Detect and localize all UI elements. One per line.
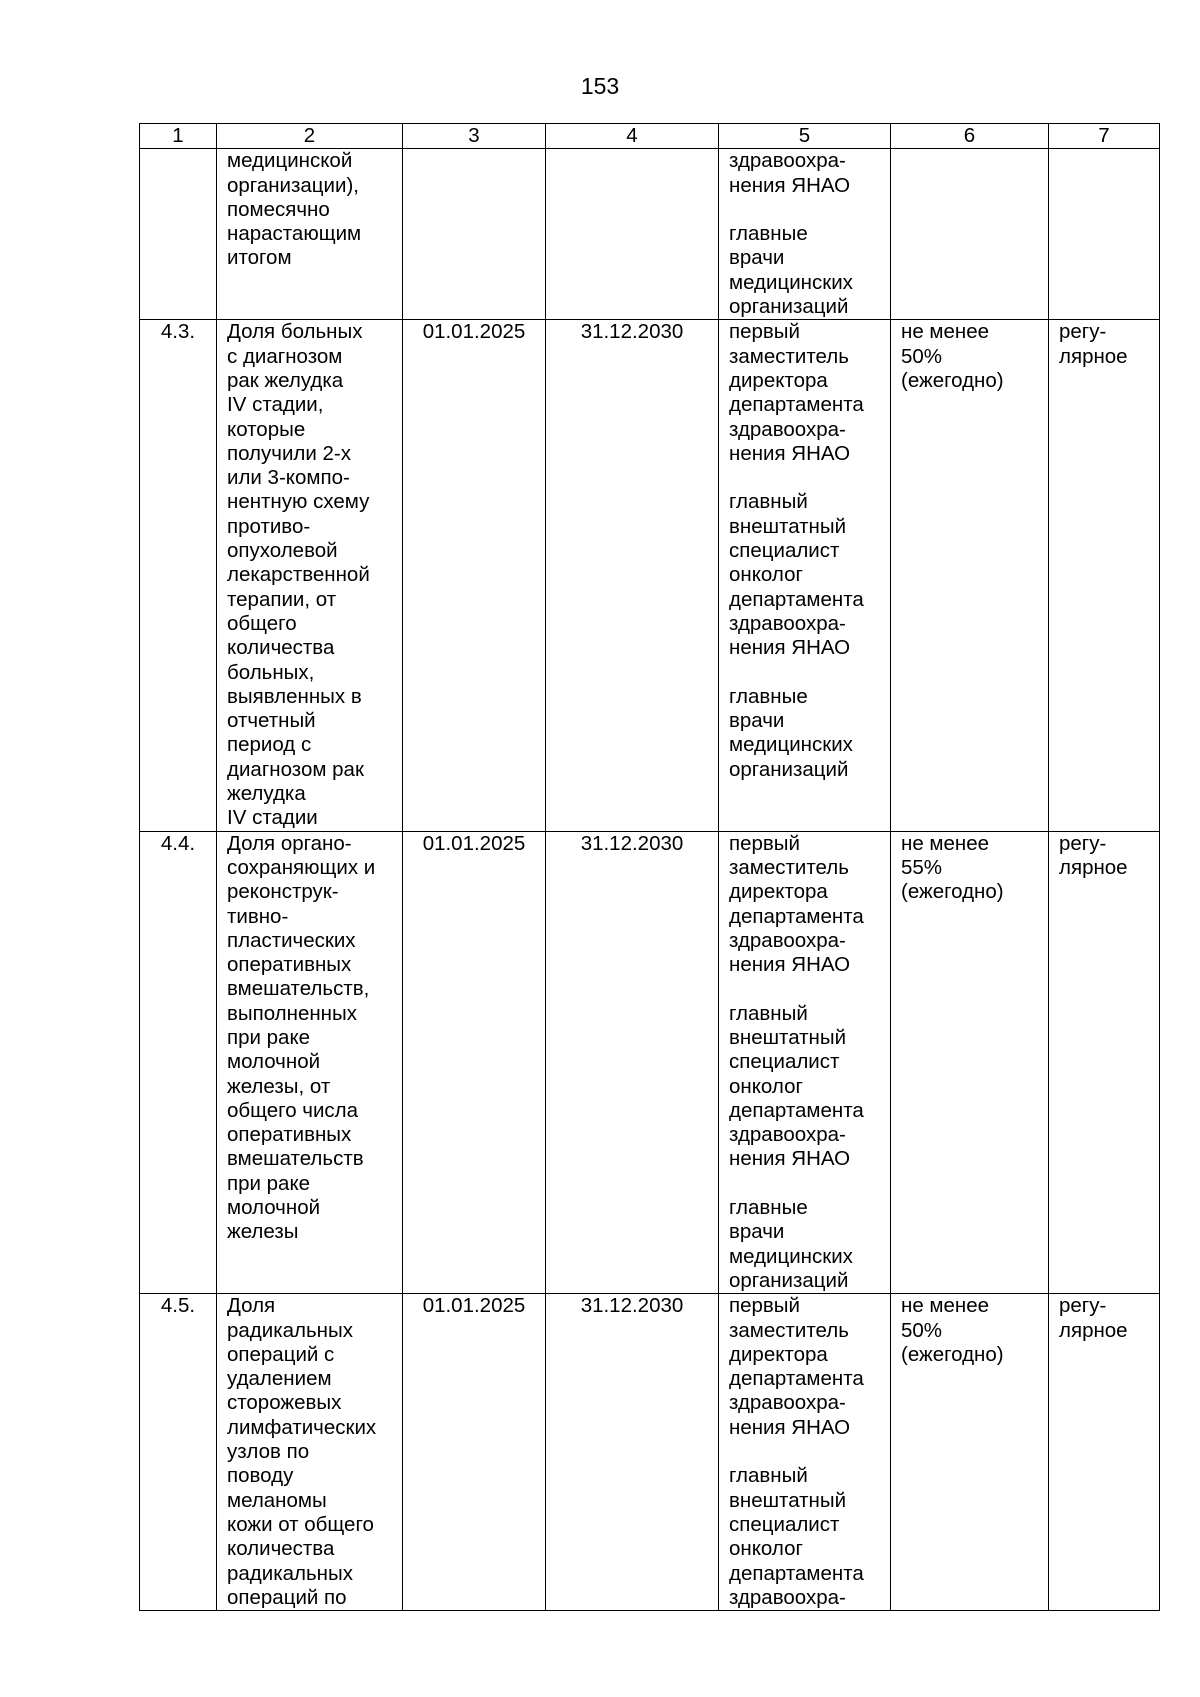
cell-text-line: с диагнозом <box>227 344 343 368</box>
cell-text-line: общего <box>227 611 297 635</box>
cell-text-line: департамента <box>729 1561 864 1585</box>
start-date: 01.01.2025 <box>422 831 526 855</box>
cell-text-line: поводу <box>227 1464 294 1488</box>
cell-text-line: диагнозом рак <box>227 757 364 781</box>
start-date-cell <box>403 149 546 320</box>
cell-text-line: лярное <box>1059 855 1128 879</box>
cell-text-line: главный <box>729 490 808 514</box>
cell-text-line: регу- <box>1059 320 1107 344</box>
end-date: 31.12.2030 <box>580 831 684 855</box>
cell-text-line: (ежегодно) <box>901 368 1004 392</box>
cell-text-line: оперативных <box>227 1123 352 1147</box>
indicator-type-cell <box>1049 320 1160 831</box>
cell-text-line: которые <box>227 417 306 441</box>
cell-text-line: департамента <box>729 587 864 611</box>
start-date: 01.01.2025 <box>422 320 526 344</box>
cell-text-line: железы, от <box>227 1074 331 1098</box>
row-number: 4.3. <box>160 320 196 344</box>
cell-text-line: лекарственной <box>227 563 370 587</box>
indicator-type-cell <box>1049 149 1160 320</box>
cell-text-line: молочной <box>227 1050 321 1074</box>
cell-text-line: здравоохра- <box>729 1123 846 1147</box>
cell-text-line: медицинских <box>729 270 853 294</box>
target-value-cell <box>891 831 1049 1294</box>
cell-text-line: первый <box>729 831 800 855</box>
cell-text-line: железы <box>227 1220 299 1244</box>
header-cell: 5 <box>719 124 891 149</box>
cell-text-line: департамента <box>729 1367 864 1391</box>
header-cell: 7 <box>1049 124 1160 149</box>
cell-text-line: молочной <box>227 1196 321 1220</box>
cell-text-line: при раке <box>227 1171 311 1195</box>
row-number-cell <box>140 831 217 1294</box>
cell-text-line: Доля <box>227 1294 276 1318</box>
cell-text-line: не менее <box>901 1294 990 1318</box>
measures-table <box>139 123 1160 1611</box>
table-header-row <box>140 124 1160 149</box>
cell-text-line: главные <box>729 222 808 246</box>
cell-text-line: здравоохра- <box>729 1585 846 1609</box>
start-date-cell <box>403 320 546 831</box>
cell-text-line: медицинских <box>729 1244 853 1268</box>
cell-text-line: главные <box>729 684 808 708</box>
cell-text-line: (ежегодно) <box>901 1342 1004 1366</box>
cell-text-line: специалист <box>729 1512 840 1536</box>
cell-text-line: специалист <box>729 539 840 563</box>
paragraph-gap <box>729 198 882 222</box>
cell-text-line: специалист <box>729 1050 840 1074</box>
header-cell: 3 <box>403 124 546 149</box>
cell-text-line: пластических <box>227 928 356 952</box>
cell-text-line: заместитель <box>729 1318 849 1342</box>
cell-text-line: радикальных <box>227 1561 353 1585</box>
end-date-cell <box>546 320 719 831</box>
cell-text-line: (ежегодно) <box>901 880 1004 904</box>
cell-text-line: меланомы <box>227 1488 327 1512</box>
cell-text-line: главный <box>729 1001 808 1025</box>
cell-text-line: организаций <box>729 1268 849 1292</box>
cell-text-line: получили 2-х <box>227 441 351 465</box>
cell-text-line: департамента <box>729 1098 864 1122</box>
cell-text-line: или 3-компо- <box>227 466 350 490</box>
cell-text-line: удалением <box>227 1367 332 1391</box>
responsible-cell <box>719 149 891 320</box>
paragraph-gap <box>729 977 882 1001</box>
cell-text-line: операций по <box>227 1585 347 1609</box>
table-row <box>140 149 1160 320</box>
cell-text-line: нения ЯНАО <box>729 173 851 197</box>
cell-text-line: лярное <box>1059 1318 1128 1342</box>
cell-text-line: помесячно <box>227 197 330 221</box>
cell-text-line: внештатный <box>729 1025 847 1049</box>
cell-text-line: нентную схему <box>227 490 370 514</box>
cell-text-line: организаций <box>729 757 849 781</box>
table-row <box>140 1294 1160 1611</box>
cell-text-line: первый <box>729 320 800 344</box>
start-date-cell <box>403 1294 546 1611</box>
cell-text-line: онколог <box>729 563 803 587</box>
cell-text-line: заместитель <box>729 344 849 368</box>
cell-text-line: здравоохра- <box>729 928 846 952</box>
cell-text-line: противо- <box>227 514 311 538</box>
cell-text-line: регу- <box>1059 831 1107 855</box>
row-number-cell <box>140 1294 217 1611</box>
cell-text-line: терапии, от <box>227 587 337 611</box>
row-number-cell <box>140 320 217 831</box>
indicator-text-cell <box>217 1294 403 1611</box>
cell-text-line: врачи <box>729 246 785 270</box>
cell-text-line: Доля органо- <box>227 831 352 855</box>
start-date: 01.01.2025 <box>422 1294 526 1318</box>
cell-text-line: общего числа <box>227 1098 359 1122</box>
cell-text-line: департамента <box>729 904 864 928</box>
header-cell: 1 <box>140 124 217 149</box>
cell-text-line: здравоохра- <box>729 149 846 173</box>
target-value-cell <box>891 320 1049 831</box>
cell-text-line: организации), <box>227 173 359 197</box>
page-number: 153 <box>580 73 620 99</box>
header-cell: 6 <box>891 124 1049 149</box>
table-row <box>140 320 1160 831</box>
responsible-cell <box>719 1294 891 1611</box>
paragraph-gap <box>729 661 882 685</box>
cell-text-line: 55% <box>901 855 943 879</box>
cell-text-line: медицинских <box>729 733 853 757</box>
cell-text-line: больных, <box>227 660 315 684</box>
cell-text-line: здравоохра- <box>729 417 846 441</box>
cell-text-line: желудка <box>227 782 306 806</box>
responsible-cell <box>719 320 891 831</box>
cell-text-line: тивно- <box>227 904 289 928</box>
cell-text-line: период с <box>227 733 312 757</box>
responsible-cell <box>719 831 891 1294</box>
target-value-cell <box>891 149 1049 320</box>
cell-text-line: реконструк- <box>227 880 339 904</box>
cell-text-line: узлов по <box>227 1440 310 1464</box>
cell-text-line: лимфатических <box>227 1415 377 1439</box>
row-number: 4.4. <box>160 831 196 855</box>
indicator-text-cell <box>217 831 403 1294</box>
cell-text-line: лярное <box>1059 344 1128 368</box>
cell-text-line: сохраняющих и <box>227 855 376 879</box>
cell-text-line: рак желудка <box>227 368 344 392</box>
cell-text-line: выявленных в <box>227 684 362 708</box>
cell-text-line: департамента <box>729 393 864 417</box>
end-date-cell <box>546 149 719 320</box>
cell-text-line: выполненных <box>227 1001 357 1025</box>
cell-text-line: Доля больных <box>227 320 363 344</box>
cell-text-line: не менее <box>901 320 990 344</box>
paragraph-gap <box>729 466 882 490</box>
cell-text-line: здравоохра- <box>729 611 846 635</box>
cell-text-line: внештатный <box>729 1488 847 1512</box>
cell-text-line: нения ЯНАО <box>729 953 851 977</box>
end-date-cell <box>546 1294 719 1611</box>
cell-text-line: главный <box>729 1464 808 1488</box>
header-cell: 2 <box>217 124 403 149</box>
cell-text-line: регу- <box>1059 1294 1107 1318</box>
cell-text-line: количества <box>227 1537 335 1561</box>
row-number-cell <box>140 149 217 320</box>
cell-text-line: 50% <box>901 344 943 368</box>
cell-text-line: внештатный <box>729 514 847 538</box>
cell-text-line: вмешательств, <box>227 977 370 1001</box>
start-date-cell <box>403 831 546 1294</box>
cell-text-line: первый <box>729 1294 800 1318</box>
cell-text-line: главные <box>729 1196 808 1220</box>
cell-text-line: опухолевой <box>227 539 338 563</box>
cell-text-line: операций с <box>227 1342 335 1366</box>
cell-text-line: медицинской <box>227 149 353 173</box>
end-date-cell <box>546 831 719 1294</box>
cell-text-line: при раке <box>227 1025 311 1049</box>
cell-text-line: директора <box>729 1342 828 1366</box>
cell-text-line: нения ЯНАО <box>729 441 851 465</box>
target-value-cell <box>891 1294 1049 1611</box>
cell-text-line: нения ЯНАО <box>729 1147 851 1171</box>
paragraph-gap <box>729 1440 882 1464</box>
cell-text-line: IV стадии, <box>227 393 324 417</box>
cell-text-line: сторожевых <box>227 1391 342 1415</box>
cell-text-line: количества <box>227 636 335 660</box>
cell-text-line: здравоохра- <box>729 1391 846 1415</box>
cell-text-line: 50% <box>901 1318 943 1342</box>
cell-text-line: кожи от общего <box>227 1512 374 1536</box>
indicator-text-cell <box>217 149 403 320</box>
indicator-type-cell <box>1049 1294 1160 1611</box>
cell-text-line: врачи <box>729 709 785 733</box>
table-row <box>140 831 1160 1294</box>
cell-text-line: нения ЯНАО <box>729 636 851 660</box>
header-cell: 4 <box>546 124 719 149</box>
cell-text-line: нения ЯНАО <box>729 1415 851 1439</box>
cell-text-line: отчетный <box>227 709 316 733</box>
cell-text-line: итогом <box>227 246 292 270</box>
cell-text-line: радикальных <box>227 1318 353 1342</box>
cell-text-line: не менее <box>901 831 990 855</box>
row-number: 4.5. <box>160 1294 196 1318</box>
cell-text-line: врачи <box>729 1220 785 1244</box>
cell-text-line: онколог <box>729 1074 803 1098</box>
indicator-type-cell <box>1049 831 1160 1294</box>
paragraph-gap <box>729 1172 882 1196</box>
cell-text-line: директора <box>729 880 828 904</box>
indicator-text-cell <box>217 320 403 831</box>
cell-text-line: организаций <box>729 295 849 319</box>
cell-text-line: оперативных <box>227 953 352 977</box>
cell-text-line: заместитель <box>729 855 849 879</box>
end-date: 31.12.2030 <box>580 320 684 344</box>
cell-text-line: вмешательств <box>227 1147 364 1171</box>
end-date: 31.12.2030 <box>580 1294 684 1318</box>
cell-text-line: онколог <box>729 1537 803 1561</box>
cell-text-line: нарастающим <box>227 222 362 246</box>
cell-text-line: IV стадии <box>227 806 318 830</box>
cell-text-line: директора <box>729 368 828 392</box>
